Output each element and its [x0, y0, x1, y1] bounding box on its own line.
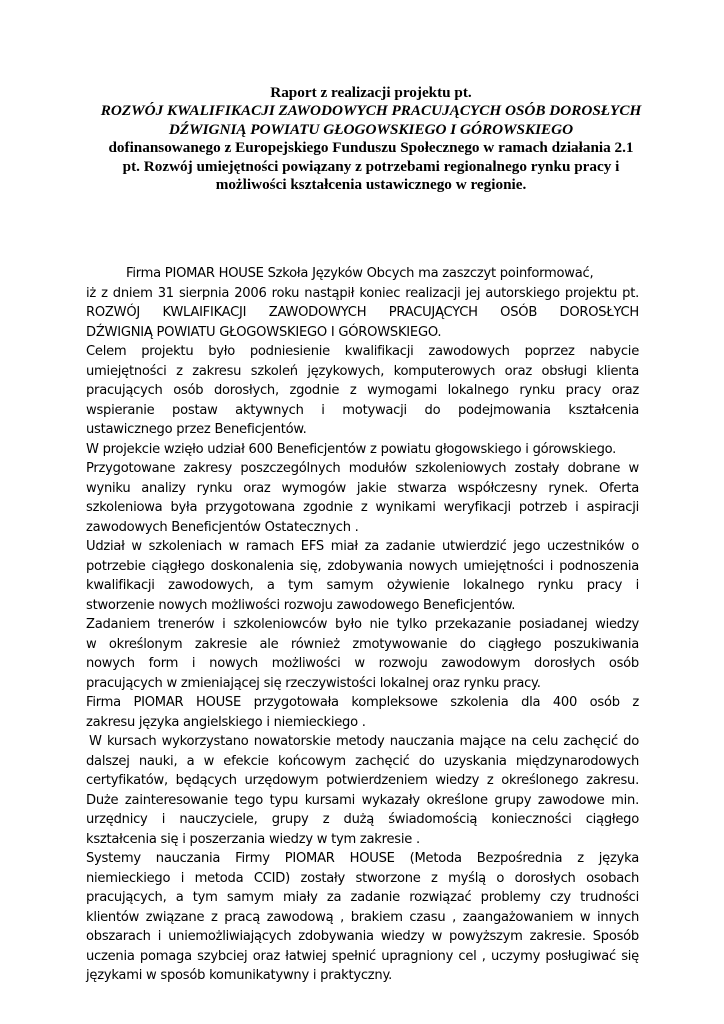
- body-line: umiejętności z zakresu szkoleń językowych, komputerowych oraz obsługi klienta: [86, 363, 639, 379]
- body-line: obszarach i uniemożliwiających zdobywania wiedzy w powyższym zakresie. Sposób: [86, 929, 639, 944]
- body-line: językami w sposób komunikatywny i praktyczny.: [86, 968, 393, 983]
- body-line: kształcenia się i poszerzania wiedzy w tym zakresie .: [86, 831, 420, 847]
- header-project-title-1: ROZWÓJ KWALIFIKACJI ZAWODOWYCH PRACUJĄCYCH OSÓB DOROSŁYCH: [100, 102, 642, 120]
- body-line: Celem projektu było podniesienie kwalifikacji zawodowych poprzez nabycie: [86, 344, 639, 359]
- body-line: iż z dniem 31 sierpnia 2006 roku nastąpił koniec realizacji jej autorskiego projektu pt.: [86, 285, 639, 301]
- body-line: DŹWIGNIĄ POWIATU GŁOGOWSKIEGO I GÓROWSKIEGO.: [86, 324, 442, 340]
- body-line: Systemy nauczania Firmy PIOMAR HOUSE (Metoda Bezpośrednia z języka: [86, 851, 639, 866]
- body-line: Firma PIOMAR HOUSE przygotowała kompleksowe szkolenia dla 400 osób z: [86, 695, 639, 710]
- body-line: pracujących osób dorosłych, zgodnie z wymogami lokalnego rynku pracy oraz: [86, 383, 639, 398]
- body-line: pracujących, a tym samym miały za zadanie rozwiązać problemy czy trudności: [86, 890, 639, 905]
- body-line: uczenia pomaga szybciej oraz łatwiej spełnić upragniony cel , uczymy posługiwać się: [86, 948, 639, 964]
- header-project-title-2: DŹWIGNIĄ POWIATU GŁOGOWSKIEGO I GÓROWSKIEGO: [168, 120, 574, 138]
- body-line: niemieckiego i metoda CCID) zostały stworzone z myślą o dorosłych osobach: [86, 870, 639, 886]
- body-line: Przygotowane zakresy poszczególnych modułów szkoleniowych zostały dobrane w: [86, 461, 639, 476]
- body-line: kwalifikacji zawodowych, a tym samym ożywienie lokalnego rynku pracy i: [86, 578, 639, 593]
- body-line: zawodowych Beneficjentów Ostatecznych .: [86, 519, 359, 535]
- body-line: Duże zainteresowanie tego typu kursami wykazały określone grupy zawodowe min.: [86, 792, 639, 808]
- body-line: klientów związane z pracą zawodową , brakiem czasu , zaangażowaniem w innych: [86, 909, 639, 925]
- body-line: nowych form i nowych możliwości w rozwoju zawodowym dorosłych osób: [86, 656, 639, 671]
- body-line: dalszej nauki, a w efekcie końcowym zachęcić do uzyskania międzynarodowych: [86, 753, 639, 769]
- header-line-6: możliwości kształcenia ustawicznego w regionie.: [215, 176, 527, 194]
- header-line-5: pt. Rozwój umiejętności powiązany z potrzebami regionalnego rynku pracy i: [122, 157, 620, 175]
- body-line: Firma PIOMAR HOUSE Szkoła Języków Obcych ma zaszczyt poinformować,: [126, 266, 594, 281]
- report-header: [86, 84, 656, 194]
- body-line: Udział w szkoleniach w ramach EFS miał za zadanie utwierdzić jego uczestników o: [86, 539, 639, 554]
- report-body: [86, 264, 639, 986]
- header-line-1: Raport z realizacji projektu pt.: [270, 84, 472, 101]
- body-line: ROZWÓJ KWLAIFIKACJI ZAWODOWYCH PRACUJĄCYCH OSÓB DOROSŁYCH: [86, 305, 639, 320]
- body-line: szkoleniowa była przygotowana zgodnie z wynikami weryfikacji potrzeb i aspiracji: [86, 500, 639, 515]
- body-line: wyniku analizy rynku oraz wymogów jakie stwarza współczesny rynek. Oferta: [86, 480, 639, 496]
- body-line: certyfikatów, będących urzędowym potwierdzeniem wiedzy z określonego zakresu.: [86, 773, 639, 788]
- body-line: W projekcie wzięło udział 600 Beneficjentów z powiatu głogowskiego i górowskiego.: [86, 441, 617, 457]
- body-line: urzędnicy i nauczyciele, grupy z dużą świadomością konieczności ciągłego: [86, 812, 639, 827]
- body-line: w określonym zakresie ale również zmotywowanie do ciągłego poszukiwania: [86, 636, 639, 652]
- header-line-4: dofinansowanego z Europejskiego Funduszu Społecznego w ramach działania 2.1: [108, 139, 634, 157]
- body-line: stworzenie nowych możliwości rozwoju zawodowego Beneficjentów.: [86, 597, 516, 613]
- body-line: zakresu języka angielskiego i niemieckiego .: [86, 714, 366, 730]
- body-line: ustawicznego przez Beneficjentów.: [86, 422, 307, 437]
- body-line: wspieranie postaw aktywnych i motywacji do podejmowania kształcenia: [86, 402, 639, 418]
- body-line: potrzebie ciągłego doskonalenia się, zdobywania nowych umiejętności i podnoszenia: [86, 558, 639, 574]
- body-line: Zadaniem trenerów i szkoleniowców było nie tylko przekazanie posiadanej wiedzy: [86, 617, 639, 632]
- body-line: pracujących w zmieniającej się rzeczywistości lokalnej oraz rynku pracy.: [86, 675, 541, 691]
- body-line: W kursach wykorzystano nowatorskie metody nauczania mające na celu zachęcić do: [89, 734, 639, 749]
